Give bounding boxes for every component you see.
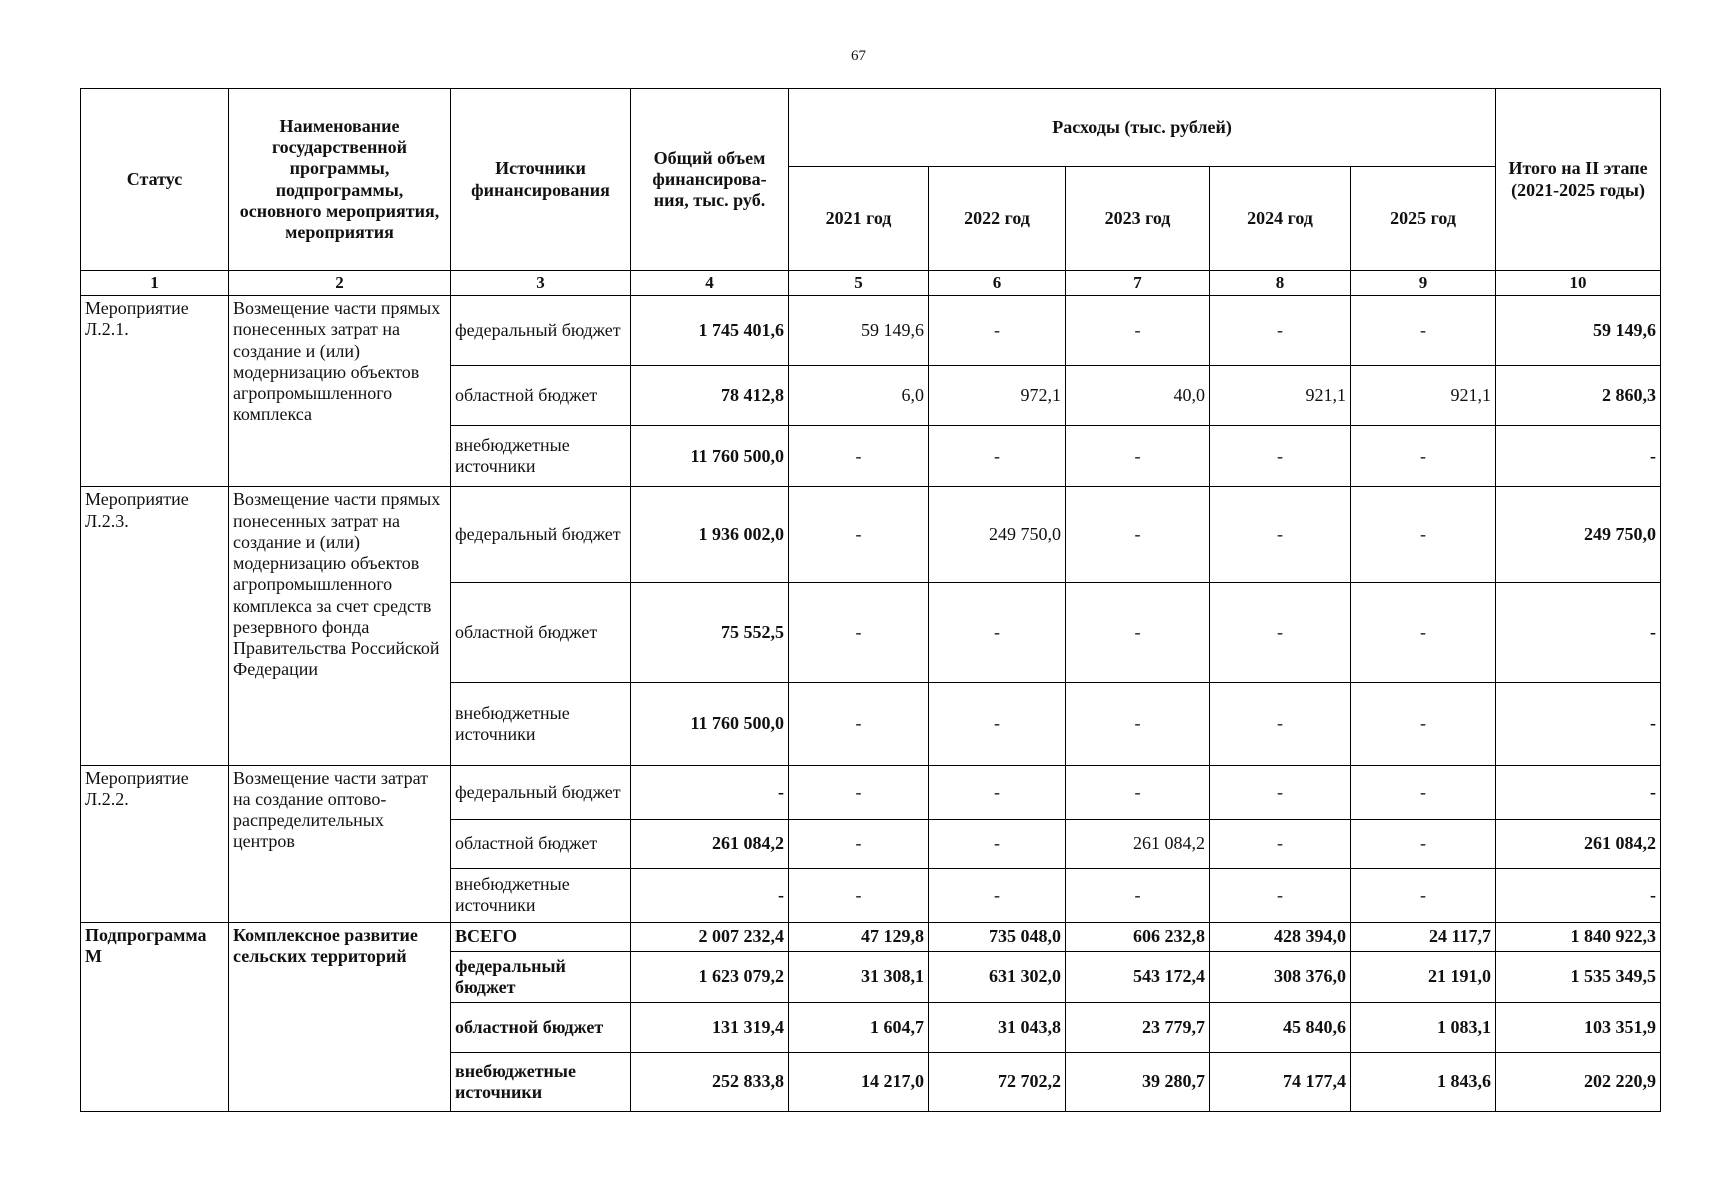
- column-number: 5: [789, 271, 929, 296]
- source-cell: областной бюджет: [451, 1003, 631, 1053]
- status-cell: Подпрограмма М: [81, 923, 229, 1112]
- table-row: [81, 923, 1661, 952]
- header-status: Статус: [81, 89, 229, 271]
- year-cell-2023: 40,0: [1066, 365, 1210, 426]
- year-cell-2021: -: [789, 868, 929, 922]
- source-cell: внебюджетные источники: [451, 868, 631, 922]
- program-name-cell: Комплексное развитие сельских территорий: [229, 923, 451, 1112]
- year-cell-2023: 23 779,7: [1066, 1003, 1210, 1053]
- total-cell: 11 760 500,0: [631, 682, 789, 765]
- year-cell-2021: -: [789, 487, 929, 583]
- total-cell: 2 007 232,4: [631, 923, 789, 952]
- status-cell: Мероприятие Л.2.1.: [81, 296, 229, 487]
- stage-total-cell: 1 535 349,5: [1496, 951, 1661, 1003]
- total-cell: 11 760 500,0: [631, 426, 789, 487]
- year-cell-2025: 1 843,6: [1351, 1053, 1496, 1112]
- year-cell-2022: -: [929, 765, 1066, 819]
- year-cell-2025: -: [1351, 296, 1496, 366]
- column-number: 3: [451, 271, 631, 296]
- header-year-2025: 2025 год: [1351, 167, 1496, 271]
- year-cell-2025: 21 191,0: [1351, 951, 1496, 1003]
- total-cell: 1 623 079,2: [631, 951, 789, 1003]
- year-cell-2021: -: [789, 682, 929, 765]
- year-cell-2024: -: [1210, 487, 1351, 583]
- year-cell-2025: -: [1351, 487, 1496, 583]
- status-cell: Мероприятие Л.2.2.: [81, 765, 229, 923]
- column-number: 9: [1351, 271, 1496, 296]
- stage-total-cell: -: [1496, 682, 1661, 765]
- total-cell: 75 552,5: [631, 582, 789, 682]
- column-number: 10: [1496, 271, 1661, 296]
- table-body: [81, 296, 1661, 1112]
- column-number: 1: [81, 271, 229, 296]
- header-stage-total: Итого на II этапе (2021-2025 годы): [1496, 89, 1661, 271]
- source-cell: внебюджетные источники: [451, 682, 631, 765]
- year-cell-2022: 972,1: [929, 365, 1066, 426]
- year-cell-2022: 631 302,0: [929, 951, 1066, 1003]
- year-cell-2021: -: [789, 765, 929, 819]
- column-number: 4: [631, 271, 789, 296]
- year-cell-2025: -: [1351, 426, 1496, 487]
- header-year-2021: 2021 год: [789, 167, 929, 271]
- year-cell-2021: 47 129,8: [789, 923, 929, 952]
- year-cell-2024: -: [1210, 296, 1351, 366]
- year-cell-2022: -: [929, 682, 1066, 765]
- stage-total-cell: 2 860,3: [1496, 365, 1661, 426]
- total-cell: 252 833,8: [631, 1053, 789, 1112]
- stage-total-cell: 59 149,6: [1496, 296, 1661, 366]
- source-cell: федеральный бюджет: [451, 296, 631, 366]
- year-cell-2024: 308 376,0: [1210, 951, 1351, 1003]
- year-cell-2024: 428 394,0: [1210, 923, 1351, 952]
- year-cell-2023: -: [1066, 682, 1210, 765]
- year-cell-2023: 39 280,7: [1066, 1053, 1210, 1112]
- year-cell-2025: -: [1351, 682, 1496, 765]
- stage-total-cell: -: [1496, 868, 1661, 922]
- year-cell-2021: 31 308,1: [789, 951, 929, 1003]
- source-cell: областной бюджет: [451, 365, 631, 426]
- header-total-volume: Общий объем финансирова-ния, тыс. руб.: [631, 89, 789, 271]
- total-cell: 131 319,4: [631, 1003, 789, 1053]
- year-cell-2025: -: [1351, 819, 1496, 868]
- table-row: [81, 765, 1661, 819]
- page-number: 67: [851, 48, 866, 64]
- year-cell-2022: -: [929, 426, 1066, 487]
- stage-total-cell: -: [1496, 765, 1661, 819]
- program-name-cell: Возмещение части прямых понесенных затрат на создание и (или) модернизацию объектов агропромышленного комплекса за счет средств резервного фонда Правительства Российской Федерации: [229, 487, 451, 765]
- year-cell-2021: 1 604,7: [789, 1003, 929, 1053]
- financing-table: [80, 88, 1661, 1112]
- source-cell: областной бюджет: [451, 582, 631, 682]
- year-cell-2023: 543 172,4: [1066, 951, 1210, 1003]
- year-cell-2025: -: [1351, 868, 1496, 922]
- stage-total-cell: -: [1496, 582, 1661, 682]
- year-cell-2023: -: [1066, 765, 1210, 819]
- year-cell-2022: -: [929, 819, 1066, 868]
- table-row: [81, 487, 1661, 583]
- source-cell: внебюджетные источники: [451, 426, 631, 487]
- year-cell-2024: 921,1: [1210, 365, 1351, 426]
- year-cell-2025: -: [1351, 765, 1496, 819]
- year-cell-2025: 1 083,1: [1351, 1003, 1496, 1053]
- source-cell: внебюджетные источники: [451, 1053, 631, 1112]
- year-cell-2022: 31 043,8: [929, 1003, 1066, 1053]
- year-cell-2023: 606 232,8: [1066, 923, 1210, 952]
- column-number: 8: [1210, 271, 1351, 296]
- total-cell: 1 745 401,6: [631, 296, 789, 366]
- source-cell: федеральный бюджет: [451, 765, 631, 819]
- program-name-cell: Возмещение части прямых понесенных затрат на создание и (или) модернизацию объектов агропромышленного комплекса: [229, 296, 451, 487]
- column-number: 7: [1066, 271, 1210, 296]
- year-cell-2022: -: [929, 868, 1066, 922]
- column-number: 6: [929, 271, 1066, 296]
- year-cell-2023: -: [1066, 426, 1210, 487]
- header-expenses: Расходы (тыс. рублей): [789, 89, 1496, 167]
- total-cell: 78 412,8: [631, 365, 789, 426]
- year-cell-2023: 261 084,2: [1066, 819, 1210, 868]
- source-cell: федеральный бюджет: [451, 487, 631, 583]
- column-number-row: [81, 271, 1661, 296]
- year-cell-2022: 735 048,0: [929, 923, 1066, 952]
- year-cell-2021: 14 217,0: [789, 1053, 929, 1112]
- source-cell: областной бюджет: [451, 819, 631, 868]
- year-cell-2025: 921,1: [1351, 365, 1496, 426]
- year-cell-2021: 59 149,6: [789, 296, 929, 366]
- table-row: [81, 296, 1661, 366]
- column-number: 2: [229, 271, 451, 296]
- stage-total-cell: 249 750,0: [1496, 487, 1661, 583]
- year-cell-2024: -: [1210, 582, 1351, 682]
- total-cell: -: [631, 868, 789, 922]
- year-cell-2024: -: [1210, 426, 1351, 487]
- year-cell-2025: -: [1351, 582, 1496, 682]
- year-cell-2021: -: [789, 819, 929, 868]
- total-cell: -: [631, 765, 789, 819]
- year-cell-2021: -: [789, 426, 929, 487]
- year-cell-2024: -: [1210, 682, 1351, 765]
- source-cell: федеральный бюджет: [451, 951, 631, 1003]
- header-program-name: Наименование государственной программы, подпрограммы, основного мероприятия, мероприятия: [229, 89, 451, 271]
- year-cell-2023: -: [1066, 582, 1210, 682]
- year-cell-2022: 249 750,0: [929, 487, 1066, 583]
- stage-total-cell: 103 351,9: [1496, 1003, 1661, 1053]
- year-cell-2022: 72 702,2: [929, 1053, 1066, 1112]
- header-year-2023: 2023 год: [1066, 167, 1210, 271]
- year-cell-2024: 45 840,6: [1210, 1003, 1351, 1053]
- status-cell: Мероприятие Л.2.3.: [81, 487, 229, 765]
- stage-total-cell: 1 840 922,3: [1496, 923, 1661, 952]
- year-cell-2022: -: [929, 296, 1066, 366]
- source-cell: ВСЕГО: [451, 923, 631, 952]
- header-year-2024: 2024 год: [1210, 167, 1351, 271]
- stage-total-cell: 202 220,9: [1496, 1053, 1661, 1112]
- stage-total-cell: 261 084,2: [1496, 819, 1661, 868]
- year-cell-2021: -: [789, 582, 929, 682]
- year-cell-2022: -: [929, 582, 1066, 682]
- year-cell-2024: 74 177,4: [1210, 1053, 1351, 1112]
- program-name-cell: Возмещение части затрат на создание оптово-распределительных центров: [229, 765, 451, 923]
- total-cell: 1 936 002,0: [631, 487, 789, 583]
- year-cell-2025: 24 117,7: [1351, 923, 1496, 952]
- year-cell-2024: -: [1210, 819, 1351, 868]
- table-header: [81, 89, 1661, 296]
- header-sources: Источники финансирования: [451, 89, 631, 271]
- header-year-2022: 2022 год: [929, 167, 1066, 271]
- total-cell: 261 084,2: [631, 819, 789, 868]
- year-cell-2024: -: [1210, 868, 1351, 922]
- year-cell-2023: -: [1066, 487, 1210, 583]
- year-cell-2021: 6,0: [789, 365, 929, 426]
- year-cell-2023: -: [1066, 868, 1210, 922]
- year-cell-2023: -: [1066, 296, 1210, 366]
- stage-total-cell: -: [1496, 426, 1661, 487]
- year-cell-2024: -: [1210, 765, 1351, 819]
